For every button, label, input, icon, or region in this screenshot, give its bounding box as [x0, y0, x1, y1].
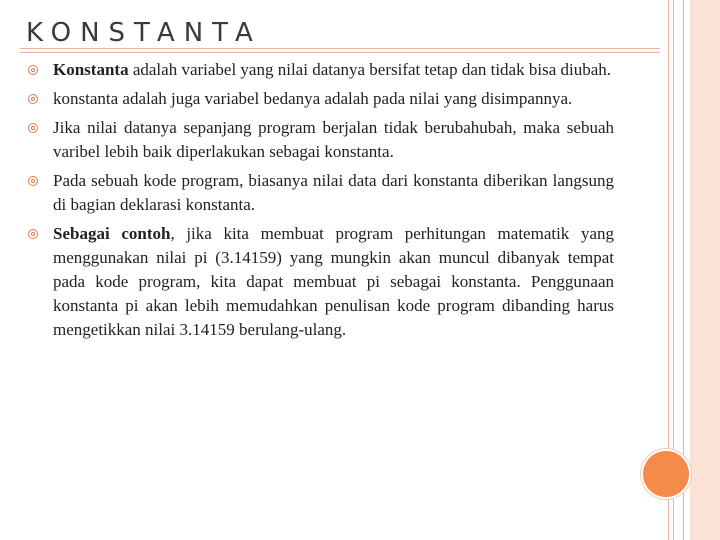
bullet-icon	[28, 65, 38, 75]
bullet-text: adalah variabel yang nilai datanya bersifat tetap dan tidak bisa diubah.	[128, 60, 612, 79]
bullet-text: Jika nilai datanya sepanjang program berjalan tidak berubahubah, maka sebuah varibel lebih baik diperlakukan sebagai konstanta.	[53, 118, 614, 161]
list-item	[26, 222, 614, 342]
bullet-bold-text: Konstanta	[53, 60, 129, 79]
bullet-text: konstanta adalah juga variabel bedanya adalah pada nilai yang disimpannya.	[53, 89, 573, 108]
list-item	[26, 169, 614, 217]
bullet-text: , jika kita membuat program perhitungan matematik yang menggunakan nilai pi (3.14159) yang mungkin akan muncul dibanyak tempat pada kode program, kita dapat membuat pi sebagai konstanta. Penggunaan konstanta pi akan lebih memudahkan penulisan kode program dibanding harus mengetikkan nilai 3.14159 berulang-ulang.	[53, 224, 614, 339]
bullet-bold-text: Sebagai contoh	[53, 224, 171, 243]
bullet-icon	[28, 123, 38, 133]
slide-title: KONSTANTA	[26, 18, 262, 48]
list-item	[26, 87, 614, 111]
bullet-list	[26, 58, 614, 347]
bullet-icon	[28, 229, 38, 239]
side-band	[690, 0, 720, 540]
title-underline	[20, 48, 660, 53]
list-item	[26, 116, 614, 164]
list-item	[26, 58, 614, 82]
bullet-icon	[28, 176, 38, 186]
orange-circle-icon	[641, 449, 691, 499]
bullet-icon	[28, 94, 38, 104]
bullet-text: Pada sebuah kode program, biasanya nilai data dari konstanta diberikan langsung di bagian deklarasi konstanta.	[53, 171, 614, 214]
